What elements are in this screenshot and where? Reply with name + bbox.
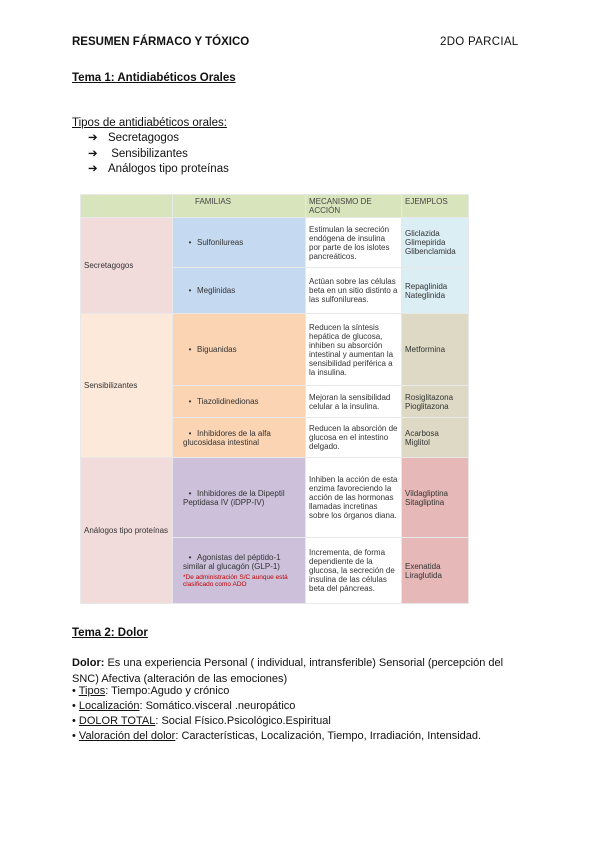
table-header: MECANISMO DE ACCIÓN [306,195,402,218]
ejemplos: Gliclazida Glimepirida Glibenclamida [402,218,469,268]
table-row: Análogos tipo proteínas • Inhibidores de la Dipeptil Peptidasa IV (iDPP-IV) Inhiben la acción de esta enzima favoreciendo la acción de las hormonas llamadas incretinas sobre los órganos diana. Vildagliptina Sitagliptina [81,458,469,538]
dolor-list [72,684,481,744]
table-row: Secretagogos • Sulfonilureas Estimulan la secreción endógena de insulina por parte de los islotes pancreáticos. Gliclazida Glimepirida Glibenclamida [81,218,469,268]
mecanismo: Estimulan la secreción endógena de insulina por parte de los islotes pancreáticos. [306,218,402,268]
antidiabetics-table [80,194,469,604]
arrow-right-icon: ➔ [88,147,98,160]
familia: Biguanidas [197,345,237,354]
familia: Sulfonilureas [197,238,244,247]
table-row: Sensibilizantes • Biguanidas Reducen la síntesis hepática de glucosa, inhiben su absorción intestinal y aumentan la sensibilidad periférica a la insulina. Metformina [81,314,469,386]
familia: Tiazolidinedionas [197,397,259,406]
mecanismo: Inhiben la acción de esta enzima favoreciendo la acción de las hormonas llamadas incretinas sobre los órganos diana. [306,458,402,538]
table-row: • Meglinidas Actúan sobre las células beta en un sitio distinto a las sulfonilureas. Repaglinida Nateglinida [81,268,469,314]
list-item: • DOLOR TOTAL: Social Físico.Psicológico.Espiritual [72,715,331,727]
group-name: Secretagogos [81,218,173,314]
group-name: Sensibilizantes [81,314,173,458]
table-header: FAMILIAS [173,195,306,218]
types-title: Tipos de antidiabéticos orales: [72,117,227,129]
arrow-right-icon: ➔ [88,163,98,175]
list-item: ➔ Sensibilizantes [88,147,229,163]
tema2-title: Tema 2: Dolor [72,627,148,639]
mecanismo: Actúan sobre las células beta en un sitio distinto a las sulfonilureas. [306,268,402,314]
tema1-title: Tema 1: Antidiabéticos Orales [72,72,236,84]
ejemplos: Rosiglitazona Pioglitazona [402,386,469,418]
table-header [81,195,173,218]
ejemplos: Vildagliptina Sitagliptina [402,458,469,538]
ejemplos: Repaglinida Nateglinida [402,268,469,314]
list-item: • Localización: Somático.visceral .neuropático [72,700,296,712]
footnote: *De administración S/C aunque está clasificado como ADO [183,574,288,588]
ejemplos: Exenatida Liraglutida [402,538,469,604]
list-item: • Valoración del dolor: Características, Localización, Tiempo, Irradiación, Intensidad. [72,730,482,742]
familia: Agonistas del péptido-1 similar al glucagón (GLP-1) [183,553,281,571]
table-row: • Inhibidores de la alfa glucosidasa intestinal Reducen la absorción de glucosa en el intestino delgado. Acarbosa Miglitol [81,418,469,458]
header-title: RESUMEN FÁRMACO Y TÓXICO [72,36,250,48]
list-item: • Tipos: Tiempo:Agudo y crónico [72,685,230,697]
arrow-right-icon: ➔ [88,132,98,144]
group-name: Análogos tipo proteínas [81,458,173,604]
table-row: • Tiazolidinedionas Mejoran la sensibilidad celular a la insulina. Rosiglitazona Pioglitazona [81,386,469,418]
mecanismo: Reducen la absorción de glucosa en el intestino delgado. [306,418,402,458]
types-list [88,131,229,178]
list-item: ➔ Secretagogos [88,131,229,147]
familia: Meglinidas [197,286,236,295]
table-row: • Agonistas del péptido-1 similar al glucagón (GLP-1) *De administración S/C aunque está clasificado como ADO Incrementa, de forma dependiente de la glucosa, la secreción de insulina de las células beta del páncreas. Exenatida Liraglutida [81,538,469,604]
mecanismo: Incrementa, de forma dependiente de la glucosa, la secreción de insulina de las células beta del páncreas. [306,538,402,604]
ejemplos: Metformina [402,314,469,386]
table-header: EJEMPLOS [402,195,469,218]
dolor-definition: Dolor: Es una experiencia Personal ( individual, intransferible) Sensorial (percepción del SNC) Afectiva (alteración de las emociones) [72,657,504,685]
header-exam: 2DO PARCIAL [440,36,519,48]
list-item: ➔ Análogos tipo proteínas [88,162,229,178]
mecanismo: Mejoran la sensibilidad celular a la insulina. [306,386,402,418]
ejemplos: Acarbosa Miglitol [402,418,469,458]
familia: Inhibidores de la alfa glucosidasa intestinal [183,428,271,447]
familia: Inhibidores de la Dipeptil Peptidasa IV (iDPP-IV) [183,488,285,507]
mecanismo: Reducen la síntesis hepática de glucosa, inhiben su absorción intestinal y aumentan la sensibilidad periférica a la insulina. [306,314,402,386]
